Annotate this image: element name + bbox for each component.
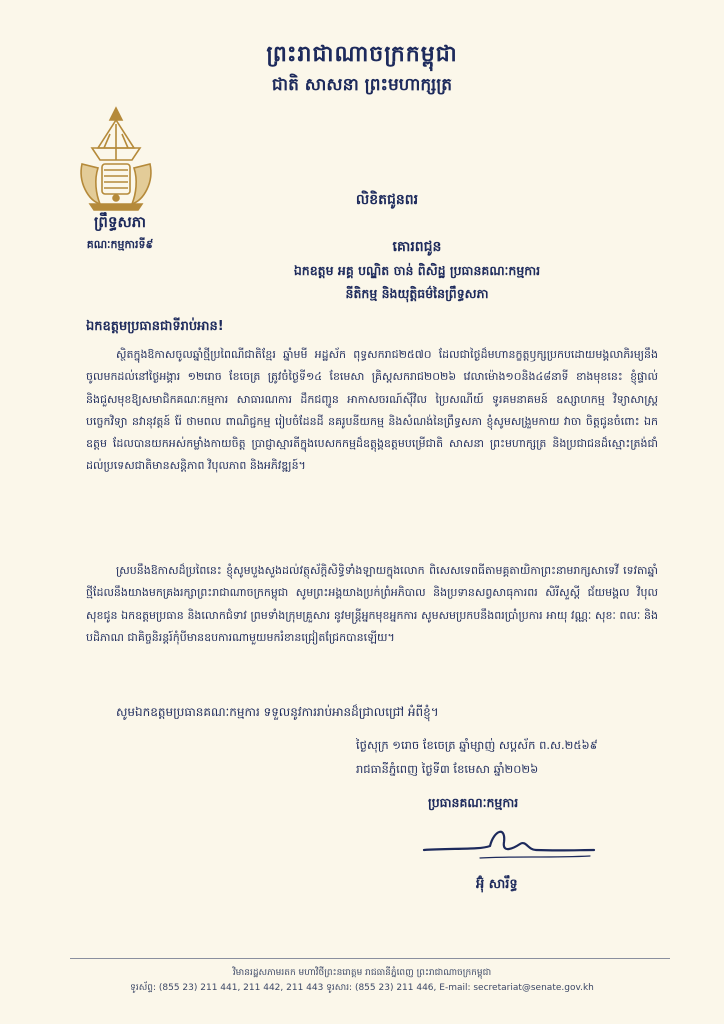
body-paragraph-2-text: ស្របនឹងឱកាសដ៏ប្រពៃនេះ ខ្ញុំសូមបួងសួងដល់វត្ថុស័ក្តិសិទ្ធិទាំងឡាយក្នុងលោក ពិសេសទេពធីតាមគ្គតាយិកាព្រះនាមរាក្សសាទេវី ទេវតាឆ្នាំថ្មីដែលនឹងយាងមកគ្រងរក្សាព្រះរាជាណាចក្រកម្ពុជា សូមព្រះអង្គយាងប្រក់ព្រំអភិបាល និងប្រទានសព្វសាធុការពរ សិរីសួស្តី ជ័យមង្គល វិបុលសុខជូន ឯកឧត្តមប្រធាន និងលោកជំទាវ ព្រមទាំងក្រុមគ្រួសារ នូវមន្ត្រីអ្នកមុខអ្នកការ សូមសមប្រកបនឹងពរប្រាំប្រការ អាយុ វណ្ណៈ សុខៈ ពលៈ និងបដិភាណ ជាគិច្ចនិរន្តរ៍កុំបីមានឧបការណាមួយមករំខានជ្រៀតជ្រែកបានឡើយ។ xyxy=(86,564,658,644)
footer-divider xyxy=(70,958,670,959)
national-motto: ជាតិ សាសនា ព្រះមហាក្សត្រ xyxy=(271,75,453,95)
committee-name: គណៈកម្មការទី៩ xyxy=(86,238,154,251)
body-paragraph-1-text: ស្ថិតក្នុងឱកាសចូលឆ្នាំថ្មីប្រពៃណីជាតិខ្មែរ ឆ្នាំមមី អដ្ឋស័ក ពុទ្ធសករាជ២៥៧០ ដែលជាថ្ងៃដ៏មហានក្ខត្តឫក្សប្រកបដោយមង្គលាភិរម្យនឹងចូលមកដល់នៅថ្ងៃអង្គារ ១២រោច ខែចេត្រ ត្រូវចំថ្ងៃទី១៤ ខែមេសា គ្រិស្តសករាជ២០២៦ វេលាម៉ោង១០និង៤៨នាទី ខាងមុខនេះ ខ្ញុំផ្ទាល់និងជួសមុខឱ្យសមាជិកគណៈកម្មការ សាធារណការ ដឹកជញ្ជូន អាកាសចរណ៍ស៊ីវិល ប្រៃសណីយ៍ ទូរគមនាគមន៍ ឧស្សាហកម្ម វិទ្យាសាស្ត្រ បច្ចេកវិទ្យា នវានុវត្តន៍ រ៉ែ ថាមពល ពាណិជ្ជកម្ម រៀបចំដែនដី នគរូបនីយកម្ម និងសំណង់នៃព្រឹទ្ធសភា ខ្ញុំសូមសង្រួមកាយ វាចា ចិត្តជូនចំពោះ ឯកឧត្តម ដែលបានយកអស់កម្លាំងកាយចិត្ត ប្រាជ្ញាស្មារតីក្នុងបេសកកម្មដ៏ឧត្តុង្គឧត្តមបម្រើជាតិ សាសនា ព្រះមហាក្សត្រ និងប្រជាជនដ៏ស្មោះត្រង់ជាំដល់ប្រទេសជាតិមានសន្តិភាព វិបុលភាព និងអភិវឌ្ឍន៍។ xyxy=(86,348,658,473)
recipient-line-2: នីតិកម្ម និងយុត្តិធម៌នៃព្រឹទ្ធសភា xyxy=(345,286,489,301)
recipient-block xyxy=(230,237,604,305)
solar-date: រាជធានីភ្នំពេញ ថ្ងៃទី៣ ខែមេសា ឆ្នាំ២០២៦ xyxy=(356,762,539,776)
footer-contacts: ទូរស័ព្ទ: (855 23) 211 441, 211 442, 211 443 ទូរសារ: (855 23) 211 446, E-mail: secretariat@senate.gov.kh xyxy=(130,983,594,993)
signatory-name: អ៊ុំ សារឹទ្ធ xyxy=(476,877,518,892)
senate-emblem-icon xyxy=(70,104,162,212)
footer-address: វិមានរដ្ឋសភាមរតក មហាវិថីព្រះនរោត្តម រាជធានីភ្នំពេញ ព្រះរាជាណាចក្រកម្ពុជា xyxy=(232,968,492,978)
institution-name: ព្រឹទ្ធសភា xyxy=(93,213,147,231)
address-lead: គោរពជូន xyxy=(392,239,442,255)
body-paragraph-1 xyxy=(86,344,658,478)
kingdom-name: ព្រះរាជាណាចក្រកម្ពុជា xyxy=(266,42,458,67)
letterhead xyxy=(0,40,724,99)
institution-block xyxy=(64,213,176,254)
letter-title: លិខិតជូនពរ xyxy=(355,192,419,208)
salutation: ឯកឧត្តមប្រធានជាទីរាប់អាន! xyxy=(86,319,224,334)
handwritten-signature xyxy=(420,820,596,870)
lunar-date: ថ្ងៃសុក្រ ១រោច ខែចេត្រ ឆ្នាំម្សាញ់ សប្តស័ក ព.ស.២៥៦៩ xyxy=(356,738,598,752)
footer xyxy=(0,966,724,996)
closing-line: សូមឯកឧត្តមប្រធានគណៈកម្មការ ទទួលនូវការរាប់អានដ៏ជ្រាលជ្រៅ អំពីខ្ញុំ។ xyxy=(116,705,439,719)
signatory-title: ប្រធានគណៈកម្មការ xyxy=(428,795,519,810)
recipient-line-1: ឯកឧត្តម អគ្គ បណ្ឌិត ចាន់ ពិសិដ្ឋ ប្រធានគណៈកម្មការ xyxy=(293,263,541,278)
body-paragraph-2 xyxy=(86,560,658,649)
